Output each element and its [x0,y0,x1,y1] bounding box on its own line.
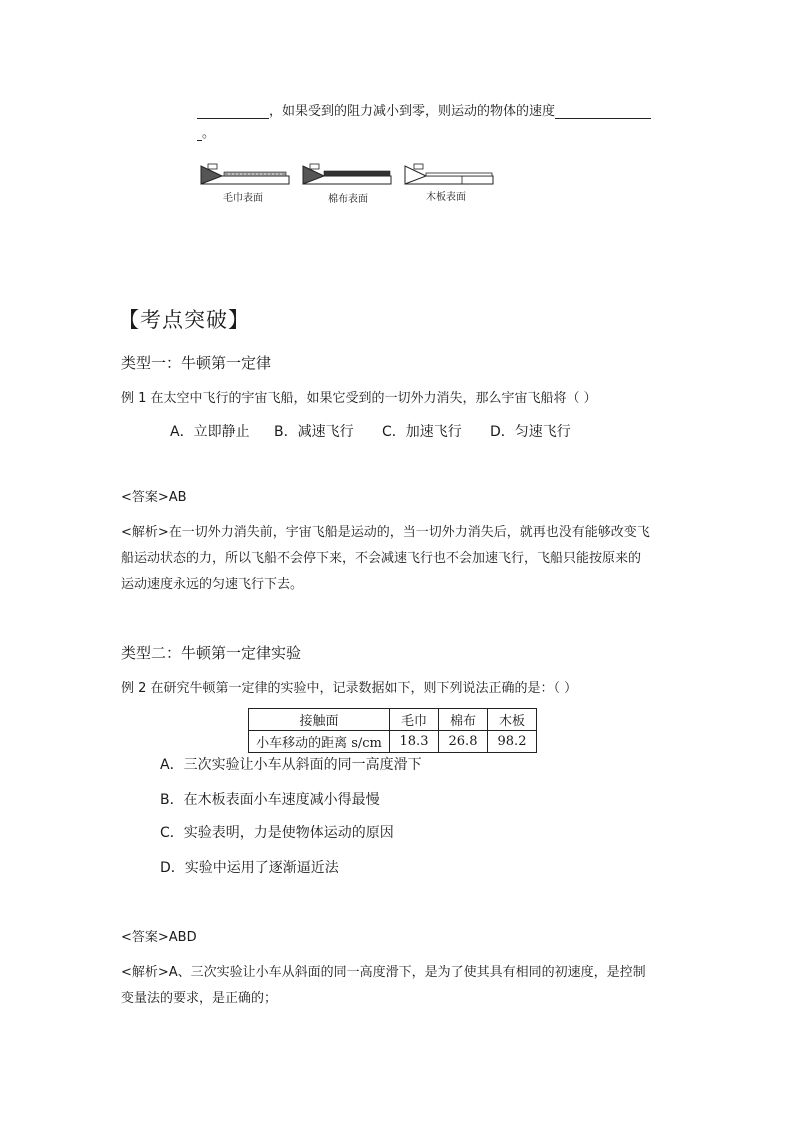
type2-option-d: D．实验中运用了逐渐逼近法 [160,860,339,876]
table-row [249,731,537,753]
type2-heading: 类型二：牛顿第一定律实验 [121,644,302,662]
intro-end: 。 [202,126,216,141]
intro-line-1 [197,100,651,119]
figure-label-towel: 毛巾表面 [223,193,263,204]
type2-option-c: C．实验表明，力是使物体运动的原因 [160,825,394,841]
table-header-cell: 木板 [488,709,537,731]
type2-question: 例 2 在研究牛顿第一定律的实验中，记录数据如下，则下列说法正确的是：（ ） [121,681,578,696]
type1-heading: 类型一：牛顿第一定律 [121,354,272,372]
table-header-cell: 接触面 [249,709,390,731]
fill-blank-1 [197,103,269,119]
incline-wood-illustration [402,160,497,190]
type2-answer: <答案>ABD [121,930,197,945]
type1-option-b: B．减速飞行 [274,424,354,440]
type1-options [170,421,571,441]
type1-analysis-line-3: 运动速度永远的匀速飞行下去。 [121,577,304,592]
type1-analysis-line-2: 船运动状态的力，所以飞船不会停下来，不会减速飞行也不会加速飞行，飞船只能按原来的 [121,551,642,566]
type2-analysis-line-1: <解析>A、三次实验让小车从斜面的同一高度滑下，是为了使其具有相同的初速度，是控制 [121,965,646,980]
table-cell: 小车移动的距离 s/cm [249,731,390,753]
intro-text: ，如果受到的阻力减小到零，则运动的物体的速度 [269,104,556,119]
table-cell: 98.2 [488,731,537,753]
fill-blank-2 [555,103,651,119]
type1-question: 例 1 在太空中飞行的宇宙飞船，如果它受到的一切外力消失，那么宇宙飞船将（ ） [121,391,597,406]
table-cell: 18.3 [390,731,439,753]
type1-analysis-line-1: <解析>在一切外力消失前，宇宙飞船是运动的，当一切外力消失后，就再也没有能够改变飞 [121,525,650,540]
type1-answer: <答案>AB [121,490,187,505]
section-title: 【考点突破】 [118,308,250,332]
figure-label-cotton: 棉布表面 [328,194,368,205]
incline-towel-illustration [198,160,293,190]
table-header-cell: 棉布 [439,709,488,731]
incline-cotton-illustration [300,160,395,190]
type1-option-a: A．立即静止 [170,424,250,440]
figure-label-wood: 木板表面 [426,192,466,203]
type2-analysis-line-2: 变量法的要求，是正确的； [121,991,278,1006]
data-table [248,708,537,753]
experiment-figure [198,160,498,206]
type2-option-b: B．在木板表面小车速度减小得最慢 [160,792,380,808]
table-cell: 26.8 [439,731,488,753]
type1-option-c: C．加速飞行 [382,424,462,440]
table-header-cell: 毛巾 [390,709,439,731]
intro-line-2 [197,122,215,141]
type1-option-d: D．匀速飞行 [490,424,571,440]
type2-option-a: A．三次实验让小车从斜面的同一高度滑下 [160,757,422,773]
table-header-row [249,709,537,731]
